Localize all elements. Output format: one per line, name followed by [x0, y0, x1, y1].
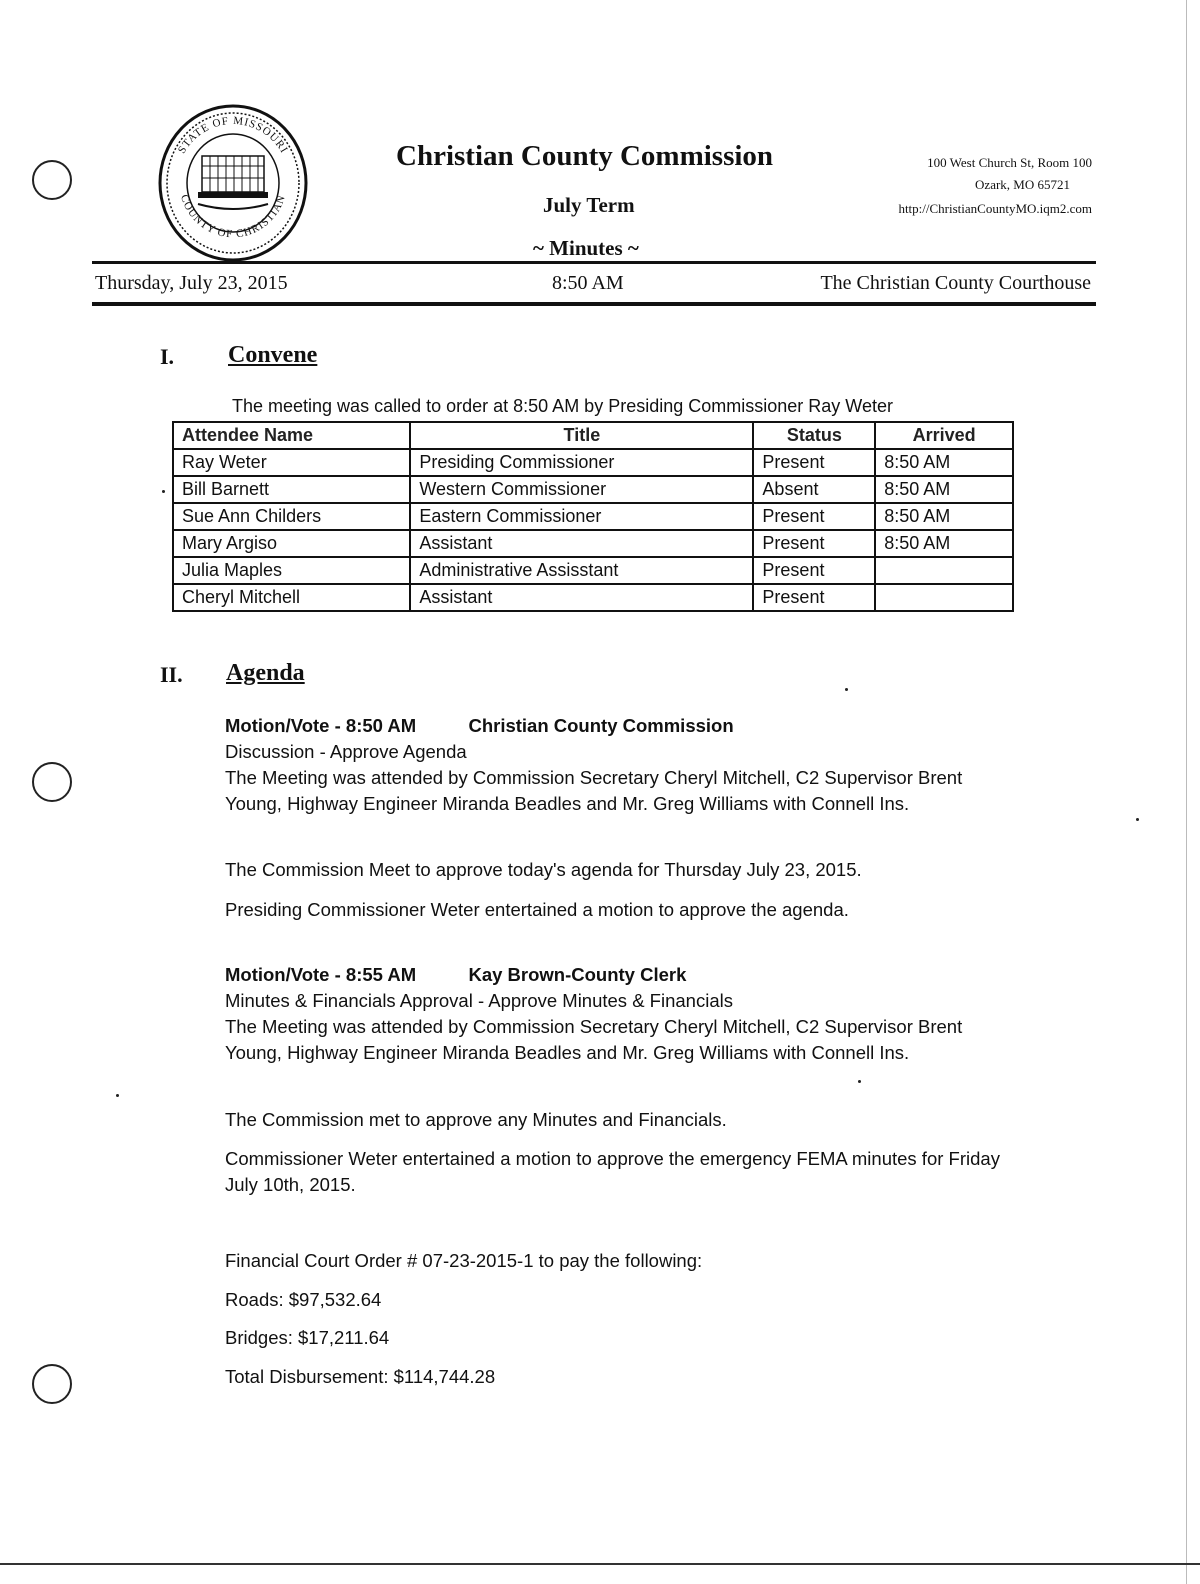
website-link[interactable]: http://ChristianCountyMO.iqm2.com — [898, 201, 1092, 216]
term-label: July Term — [543, 193, 635, 217]
agenda-item-1-header — [225, 713, 1025, 739]
table-row — [173, 584, 1013, 611]
section-number-2: II. — [160, 662, 183, 687]
attendee-title: Eastern Commissioner — [410, 503, 753, 530]
table-row — [173, 557, 1013, 584]
attendance-paragraph: The Meeting was attended by Commission Secretary Cheryl Mitchell, C2 Supervisor Brent Young, Highway Engineer Miranda Beadles and Mr. Greg Williams with Connell Ins. — [225, 1016, 963, 1063]
attendee-arrived: 8:50 AM — [875, 530, 1013, 557]
table-row — [173, 530, 1013, 557]
scan-edge-line — [1186, 0, 1187, 1584]
scan-speck — [1136, 818, 1139, 821]
presenter-label: Kay Brown-County Clerk — [468, 964, 687, 985]
roads-amount: Roads: $97,532.64 — [225, 1289, 382, 1310]
attendee-title: Presiding Commissioner — [410, 449, 753, 476]
court-order-text: Financial Court Order # 07-23-2015-1 to pay the following: — [225, 1250, 703, 1271]
purpose-text: The Commission met to approve any Minutes and Financials. — [225, 1109, 727, 1130]
section-title-agenda: Agenda — [226, 660, 305, 686]
section-title-convene: Convene — [228, 342, 318, 368]
attendee-status: Present — [753, 584, 875, 611]
discussion-text: Discussion - Approve Agenda — [225, 741, 467, 762]
scan-speck — [845, 688, 848, 691]
address-line-1: 100 West Church St, Room 100 — [927, 155, 1092, 170]
address-line-2: Ozark, MO 65721 — [975, 177, 1070, 192]
attendee-title: Western Commissioner — [410, 476, 753, 503]
county-seal — [158, 104, 308, 262]
attendee-arrived: 8:50 AM — [875, 449, 1013, 476]
bridges-amount: Bridges: $17,211.64 — [225, 1327, 390, 1348]
seal-text-bottom: COUNTY OF CHRISTIAN — [177, 193, 289, 241]
table-row — [173, 476, 1013, 503]
attendee-name: Mary Argiso — [173, 530, 410, 557]
commission-title: Christian County Commission — [396, 140, 774, 172]
header-rule-top — [92, 261, 1096, 264]
column-header: Arrived — [875, 422, 1013, 449]
attendee-name: Bill Barnett — [173, 476, 410, 503]
minutes-label: ~ Minutes ~ — [533, 236, 639, 260]
motion-vote-label: Motion/Vote - 8:55 AM — [225, 964, 417, 985]
attendee-arrived — [875, 584, 1013, 611]
meeting-time: 8:50 AM — [552, 272, 624, 294]
seal-text-top: STATE OF MISSOURI — [175, 114, 291, 156]
attendee-arrived: 8:50 AM — [875, 476, 1013, 503]
column-header: Attendee Name — [173, 422, 410, 449]
scan-bottom-line — [0, 1563, 1200, 1565]
attendee-title: Assistant — [410, 584, 753, 611]
attendee-status: Present — [753, 530, 875, 557]
section-number-1: I. — [160, 344, 175, 369]
attendee-status: Present — [753, 503, 875, 530]
motion-vote-label: Motion/Vote - 8:50 AM — [225, 715, 417, 736]
meeting-date: Thursday, July 23, 2015 — [95, 272, 288, 294]
hole-punch — [32, 1364, 72, 1404]
attendee-name: Julia Maples — [173, 557, 410, 584]
attendee-arrived: 8:50 AM — [875, 503, 1013, 530]
attendee-title: Administrative Assisstant — [410, 557, 753, 584]
presenter-label: Christian County Commission — [468, 715, 734, 736]
motion-text: Presiding Commissioner Weter entertained a motion to approve the agenda. — [225, 899, 849, 920]
called-to-order-text: The meeting was called to order at 8:50 AM by Presiding Commissioner Ray Weter — [232, 396, 893, 416]
attendee-arrived — [875, 557, 1013, 584]
attendee-status: Present — [753, 449, 875, 476]
attendance-paragraph: The Meeting was attended by Commission Secretary Cheryl Mitchell, C2 Supervisor Brent Young, Highway Engineer Miranda Beadles and Mr. Greg Williams with Connell Ins. — [225, 767, 963, 814]
hole-punch — [32, 762, 72, 802]
meeting-location: The Christian County Courthouse — [820, 272, 1091, 294]
purpose-text: The Commission Meet to approve today's agenda for Thursday July 23, 2015. — [225, 859, 862, 880]
attendee-title: Assistant — [410, 530, 753, 557]
scan-speck — [162, 490, 165, 493]
motion-text: Commissioner Weter entertained a motion to approve the emergency FEMA minutes for Friday July 10th, 2015. — [225, 1148, 1000, 1195]
column-header: Title — [410, 422, 753, 449]
total-disbursement: Total Disbursement: $114,744.28 — [225, 1366, 496, 1387]
table-row — [173, 503, 1013, 530]
hole-punch — [32, 160, 72, 200]
attendee-status: Present — [753, 557, 875, 584]
agenda-item-2-header — [225, 962, 1025, 988]
header-rule-bottom — [92, 302, 1096, 306]
column-header: Status — [753, 422, 875, 449]
scan-speck — [858, 1080, 861, 1083]
scan-speck — [116, 1094, 119, 1097]
attendee-status: Absent — [753, 476, 875, 503]
attendee-name: Ray Weter — [173, 449, 410, 476]
attendee-name: Cheryl Mitchell — [173, 584, 410, 611]
attendee-table — [172, 421, 1014, 612]
attendee-table-header — [173, 422, 1013, 449]
attendee-name: Sue Ann Childers — [173, 503, 410, 530]
table-row — [173, 449, 1013, 476]
discussion-text: Minutes & Financials Approval - Approve Minutes & Financials — [225, 990, 733, 1011]
